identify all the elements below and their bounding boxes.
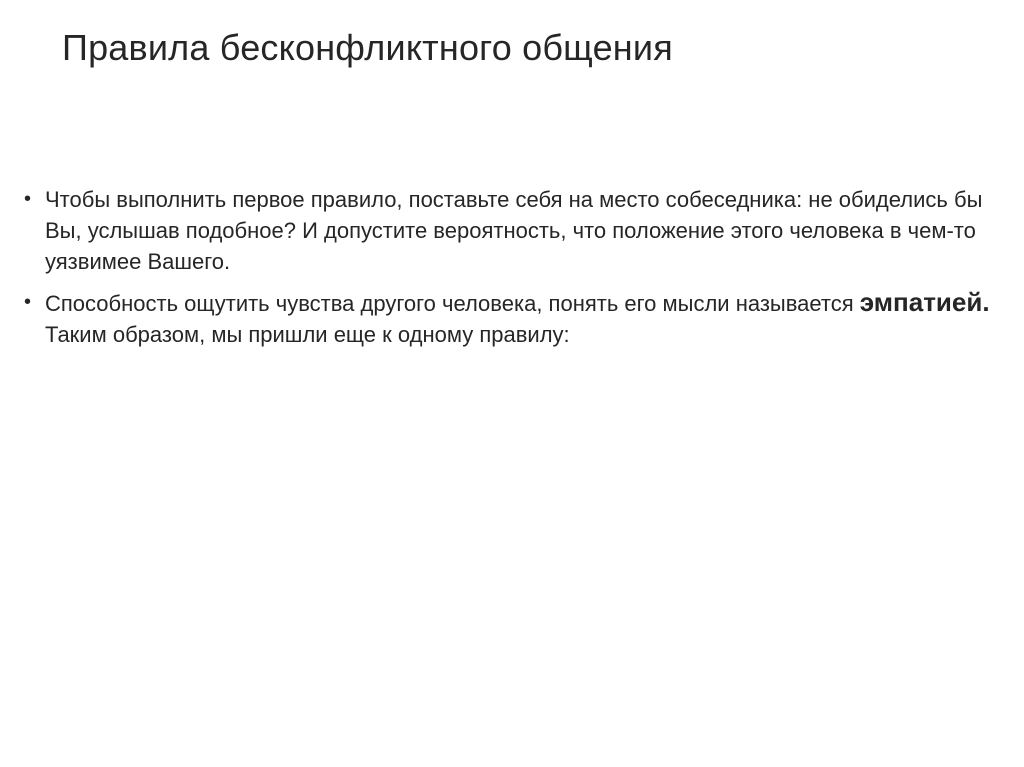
slide-title: Правила бесконфликтного общения: [62, 27, 673, 68]
bullet-text-1: Чтобы выполнить первое правило, поставьте себя на место собеседника: не обиделись бы Вы, услышав подобное? И допустите вероятность, что положение этого человека в чем-то уязвимее Вашего.: [45, 187, 983, 274]
bullet-icon: •: [24, 291, 32, 313]
bullet-item-2: [24, 287, 999, 350]
bullet-text-2-after: Таким образом, мы пришли еще к одному правилу:: [45, 322, 570, 347]
bullet-text-2-before: Способность ощутить чувства другого человека, понять его мысли называется: [45, 291, 860, 316]
bullet-icon: •: [24, 188, 32, 210]
bullet-list: [24, 184, 999, 360]
bullet-item-1: [24, 184, 999, 277]
bullet-text-2-emphasis: эмпатией.: [859, 287, 990, 317]
